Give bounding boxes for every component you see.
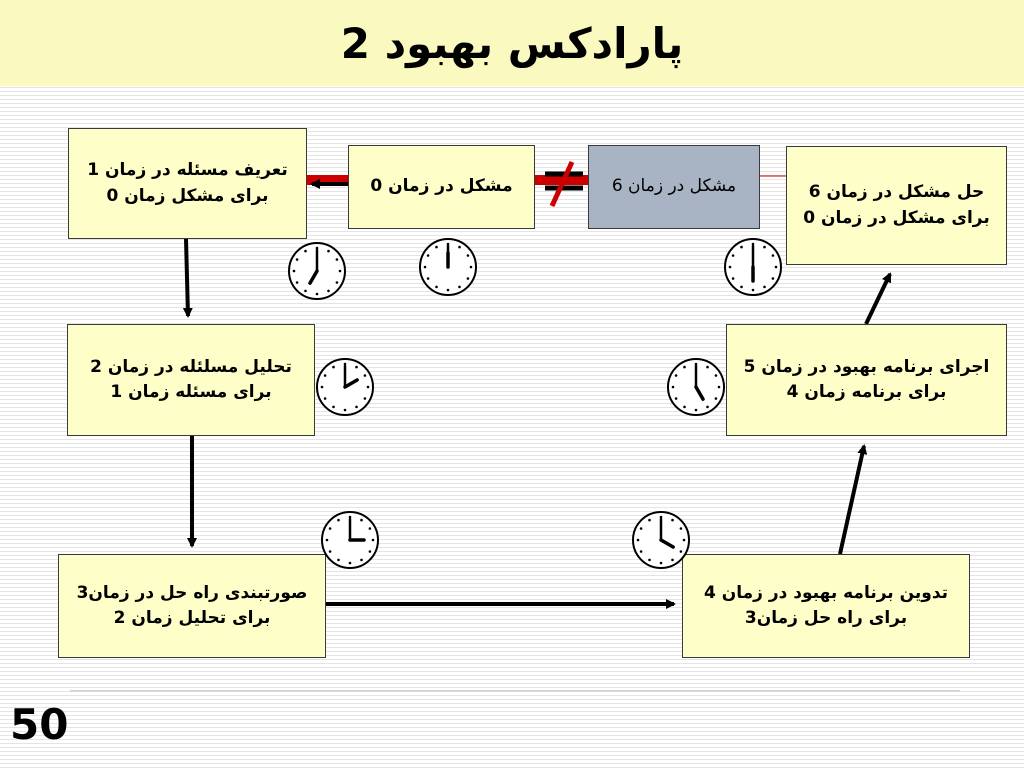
box-formulate-line2: برای تحلیل زمان 2 bbox=[113, 608, 271, 628]
box-implement bbox=[726, 324, 1007, 436]
clock-icon bbox=[665, 356, 727, 422]
box-analyze-line2: برای مسئله زمان 1 bbox=[110, 382, 272, 402]
box-analyze-line1: تحلیل مسلئله در زمان 2 bbox=[90, 356, 292, 377]
clock-icon bbox=[722, 236, 784, 302]
box-compile-line1: تدوین برنامه بهبود در زمان 4 bbox=[703, 582, 949, 603]
box-formulate bbox=[58, 554, 326, 658]
box-problem-t0-line1: مشکل در زمان 0 bbox=[370, 176, 513, 197]
box-problem-t6 bbox=[588, 145, 760, 229]
clock-icon bbox=[319, 509, 381, 575]
box-implement-line1: اجرای برنامه بهبود در زمان 5 bbox=[743, 356, 990, 377]
box-implement-line2: برای برنامه زمان 4 bbox=[786, 382, 947, 402]
footer-divider bbox=[70, 690, 960, 692]
arrow-compile-to-implement bbox=[840, 446, 864, 554]
box-define-problem-line2: برای مشکل زمان 0 bbox=[106, 185, 269, 206]
clock-icon bbox=[417, 236, 479, 302]
box-compile bbox=[682, 554, 970, 658]
arrow-define-to-analyze bbox=[186, 239, 188, 316]
clock-icon bbox=[314, 356, 376, 422]
box-analyze bbox=[67, 324, 315, 436]
box-formulate-line1: صورتبندی راه حل در زمان3 bbox=[76, 582, 308, 603]
box-compile-line2: برای راه حل زمان3 bbox=[744, 608, 908, 628]
box-define-problem bbox=[68, 128, 307, 239]
clock-icon bbox=[630, 509, 692, 575]
box-solve-t6-line1: حل مشکل در زمان 6 bbox=[808, 182, 985, 202]
page-number: 50 bbox=[10, 700, 69, 749]
box-problem-t6-line1: مشکل در زمان 6 bbox=[611, 176, 737, 197]
box-problem-t0 bbox=[348, 145, 535, 229]
slide-title: پارادکس بهبود 2 bbox=[340, 18, 684, 68]
box-solve-t6 bbox=[786, 146, 1007, 265]
box-define-problem-line1: تعریف مسئله در زمان 1 bbox=[87, 160, 288, 180]
arrow-implement-to-solve bbox=[866, 274, 890, 324]
box-solve-t6-line2: برای مشکل در زمان 0 bbox=[803, 207, 990, 228]
clock-icon bbox=[286, 240, 348, 306]
